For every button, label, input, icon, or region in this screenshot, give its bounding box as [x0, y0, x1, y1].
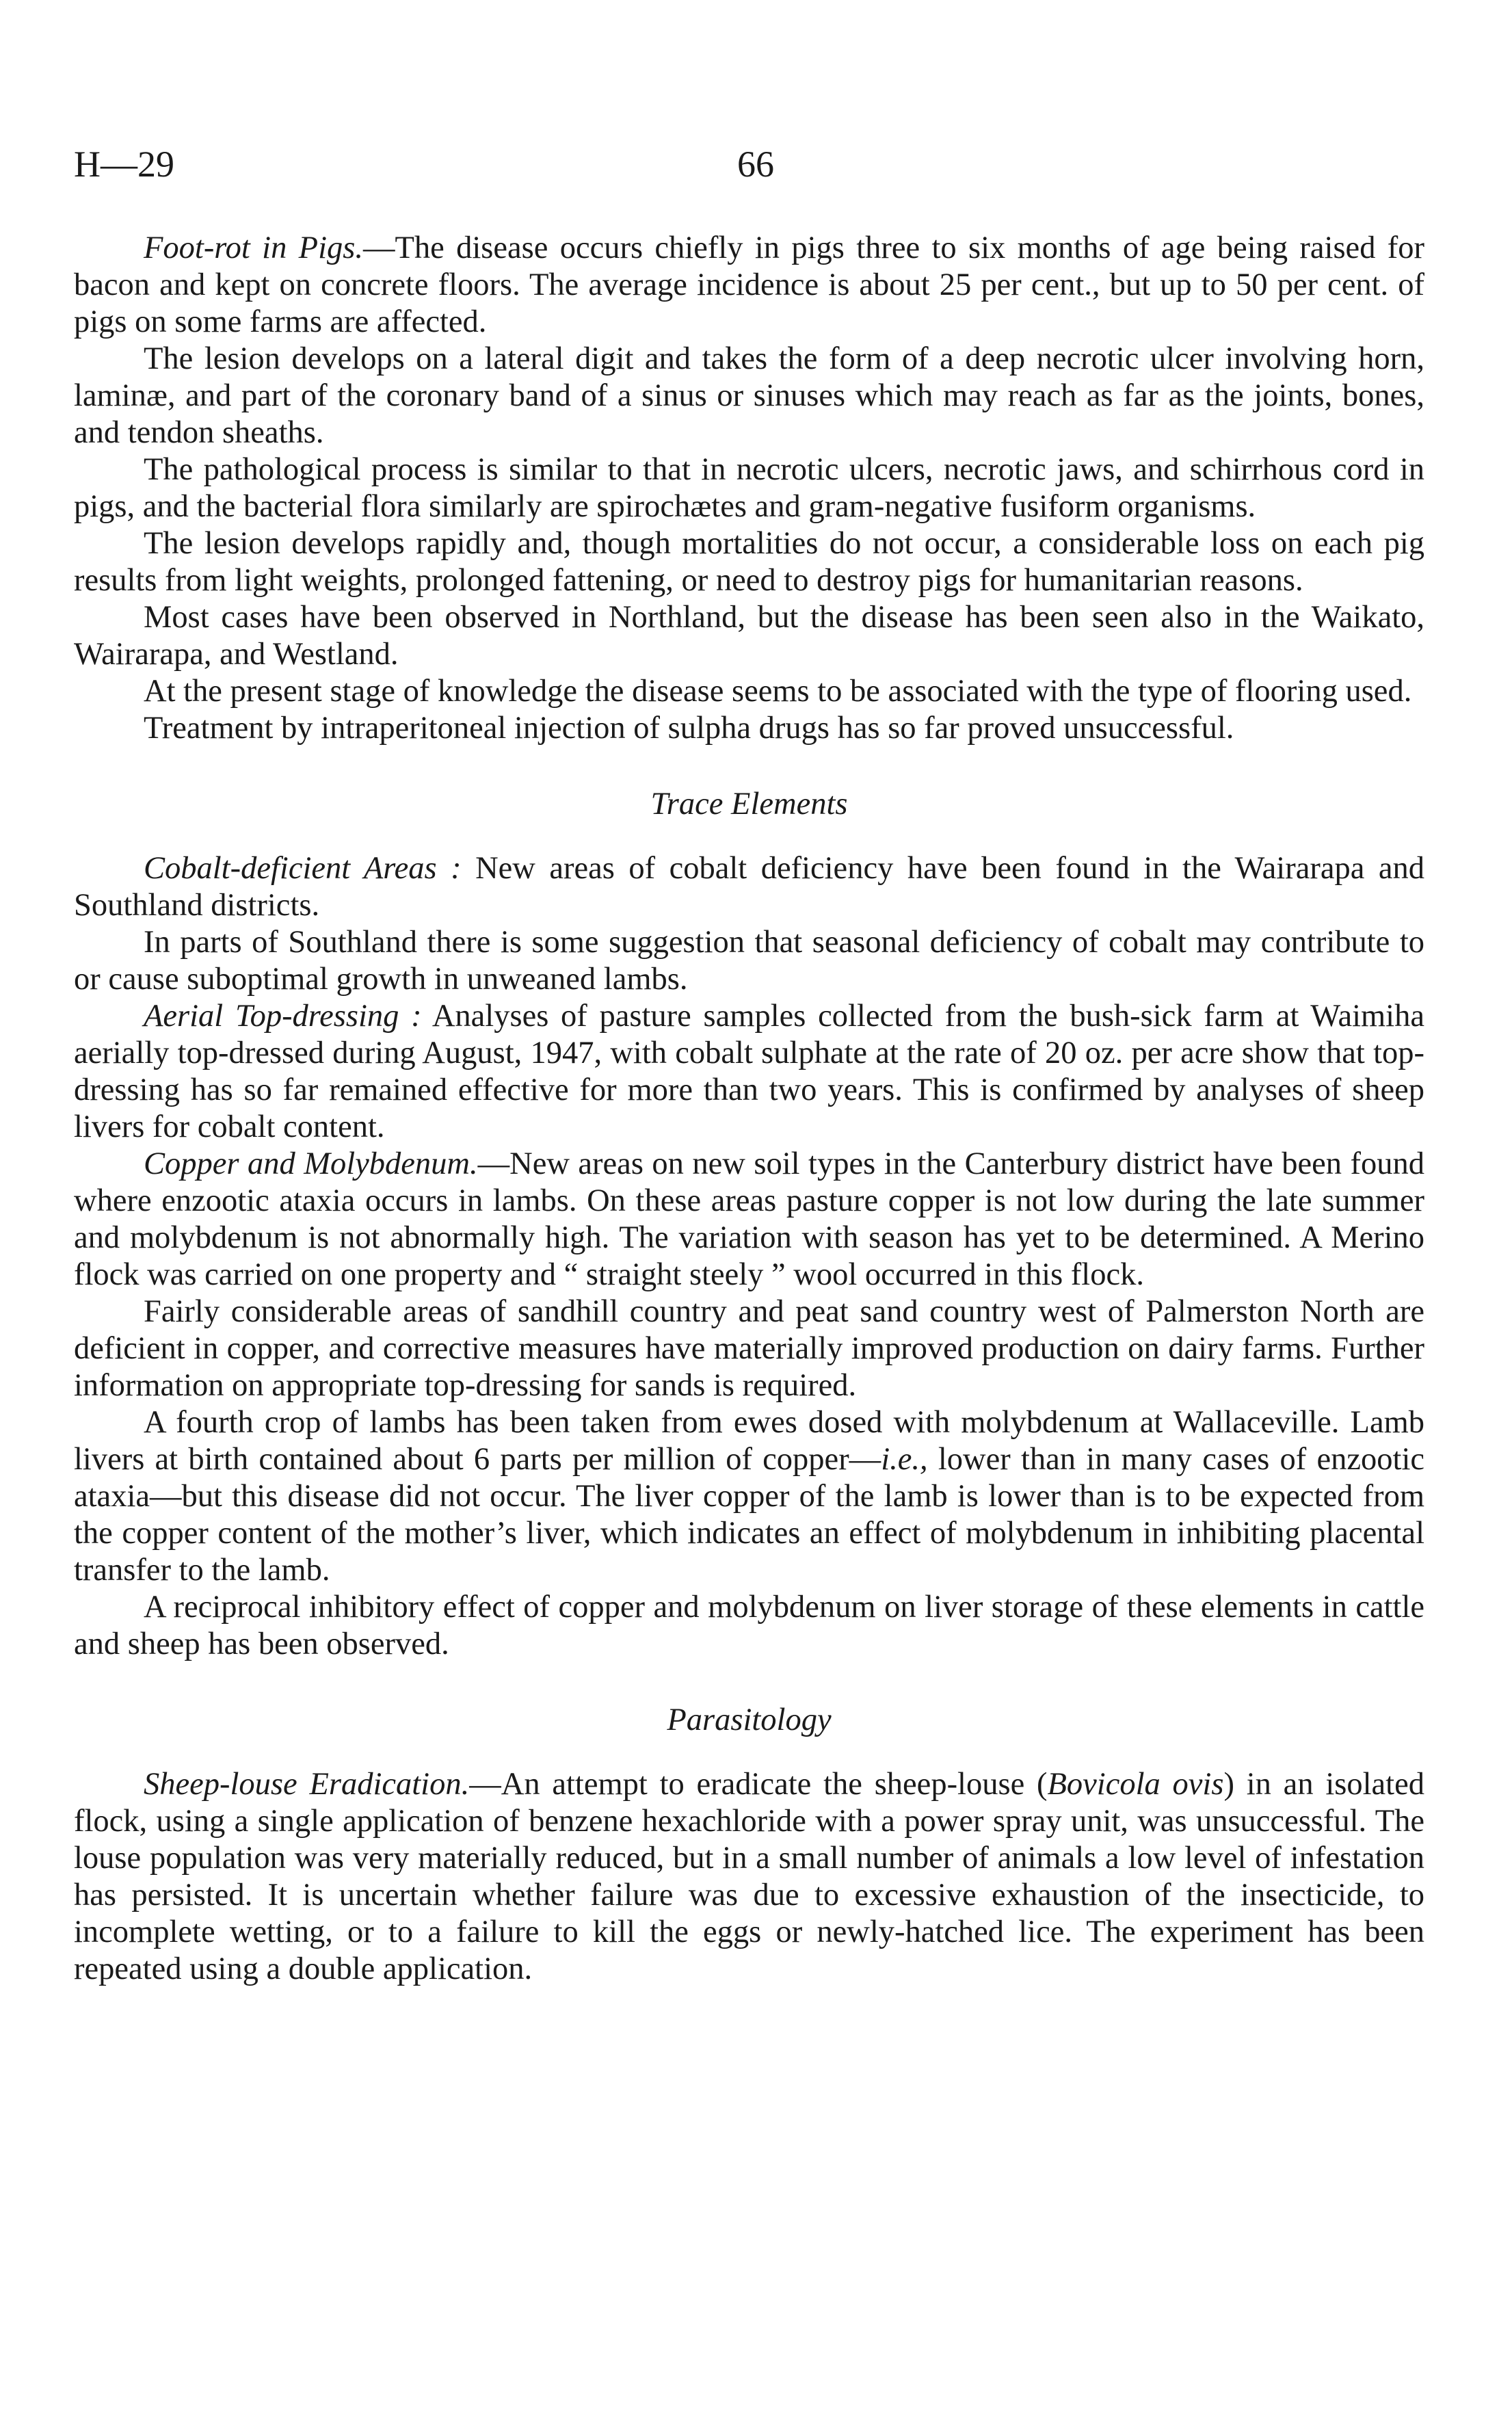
paragraph-text-continued: ) in an isolated flock, using a single application of benzene hexachloride with a power spray unit, was unsuccessful. The louse population was very materially reduced, but in a small number of animals a low level of infestation has persisted. It is uncertain whether failure was due to excessive exhaustion of the insecticide, to incomplete wetting, or to a failure to kill the eggs or newly-hatched lice. The experiment has been repeated using a double application.	[74, 1767, 1424, 1986]
paragraph-lead: Cobalt-deficient Areas :	[144, 851, 462, 886]
paragraph-text: A fourth crop of lambs has been taken from ewes dosed with molybdenum at Wallaceville. Lamb livers at birth contained about 6 parts per million of copper—	[74, 1405, 1424, 1477]
report-code: H—29	[74, 144, 174, 185]
paragraph: The pathological process is similar to that in necrotic ulcers, necrotic jaws, and schirrhous cord in pigs, and the bacterial flora similarly are spirochætes and gram-negative fusiform organisms.	[74, 452, 1424, 524]
paragraph: The lesion develops rapidly and, though mortalities do not occur, a considerable loss on each pig results from light weights, prolonged fattening, or need to destroy pigs for humanitarian reasons.	[74, 526, 1424, 598]
page-body	[74, 230, 1424, 1988]
paragraph	[74, 850, 1424, 924]
paragraph-emphasis: i.e.,	[881, 1442, 928, 1477]
paragraph-text: New areas of cobalt deficiency have been found in the Wairarapa and Southland districts.	[74, 851, 1424, 923]
section-heading-parasitology: Parasitology	[667, 1703, 832, 1737]
paragraph: In parts of Southland there is some suggestion that seasonal deficiency of cobalt may contribute to or cause suboptimal growth in unweaned lambs.	[74, 925, 1424, 997]
paragraph-lead: Sheep-louse Eradication.	[144, 1767, 470, 1802]
paragraph	[74, 1404, 1424, 1589]
species-name: Bovicola ovis	[1047, 1767, 1224, 1802]
foot-rot-section	[74, 230, 1424, 747]
page-number: 66	[737, 144, 774, 185]
paragraph-text: Analyses of pasture samples collected from the bush-sick farm at Waimiha aerially top-dressed during August, 1947, with cobalt sulphate at the rate of 20 oz. per acre show that top-dressing has so far remained effective for more than two years. This is confirmed by analyses of sheep livers for cobalt content.	[74, 999, 1424, 1144]
paragraph-lead: Aerial Top-dressing :	[144, 999, 422, 1034]
paragraph: Fairly considerable areas of sandhill country and peat sand country west of Palmerston North are deficient in copper, and corrective measures have materially improved production on dairy farms. Further information on appropriate top-dressing for sands is required.	[74, 1294, 1424, 1403]
trace-elements-section	[74, 850, 1424, 1663]
paragraph: Most cases have been observed in Northland, but the disease has been seen also in the Waikato, Wairarapa, and Westland.	[74, 600, 1424, 672]
paragraph-lead: Copper and Molybdenum.	[144, 1146, 478, 1181]
paragraph-text: —An attempt to eradicate the sheep-louse (	[469, 1767, 1048, 1802]
paragraph	[74, 1146, 1424, 1293]
paragraph	[74, 998, 1424, 1146]
paragraph: Treatment by intraperitoneal injection of sulpha drugs has so far proved unsuccessful.	[144, 711, 1234, 746]
page-header	[0, 140, 1512, 188]
paragraph: The lesion develops on a lateral digit and takes the form of a deep necrotic ulcer involving horn, laminæ, and part of the coronary band of a sinus or sinuses which may reach as far as the joints, bones, and tendon sheaths.	[74, 341, 1424, 450]
paragraph-text: —The disease occurs chiefly in pigs three to six months of age being raised for bacon and kept on concrete floors. The average incidence is about 25 per cent., but up to 50 per cent. of pigs on some farms are affected.	[74, 231, 1424, 339]
paragraph-text-continued: lower than in many cases of enzootic ataxia—but this disease did not occur. The liver copper of the lamb is lower than is to be expected from the copper content of the mother’s liver, which indicates an effect of molybdenum in inhibiting placental transfer to the lamb.	[74, 1442, 1425, 1588]
paragraph	[74, 1766, 1424, 1988]
parasitology-section	[74, 1766, 1424, 1988]
paragraph: At the present stage of knowledge the disease seems to be associated with the type of flooring used.	[144, 674, 1412, 709]
paragraph: A reciprocal inhibitory effect of copper and molybdenum on liver storage of these elements in cattle and sheep has been observed.	[74, 1590, 1424, 1661]
paragraph	[74, 230, 1424, 341]
paragraph-lead: Foot-rot in Pigs.	[144, 231, 363, 265]
section-heading-trace-elements: Trace Elements	[650, 787, 848, 822]
paragraph-text: —New areas on new soil types in the Canterbury district have been found where enzootic ataxia occurs in lambs. On these areas pasture copper is not low during the late summer and molybdenum is not abnormally high. The variation with season has yet to be determined. A Merino flock was carried on one property and “ straight steely ” wool occurred in this flock.	[74, 1146, 1424, 1292]
